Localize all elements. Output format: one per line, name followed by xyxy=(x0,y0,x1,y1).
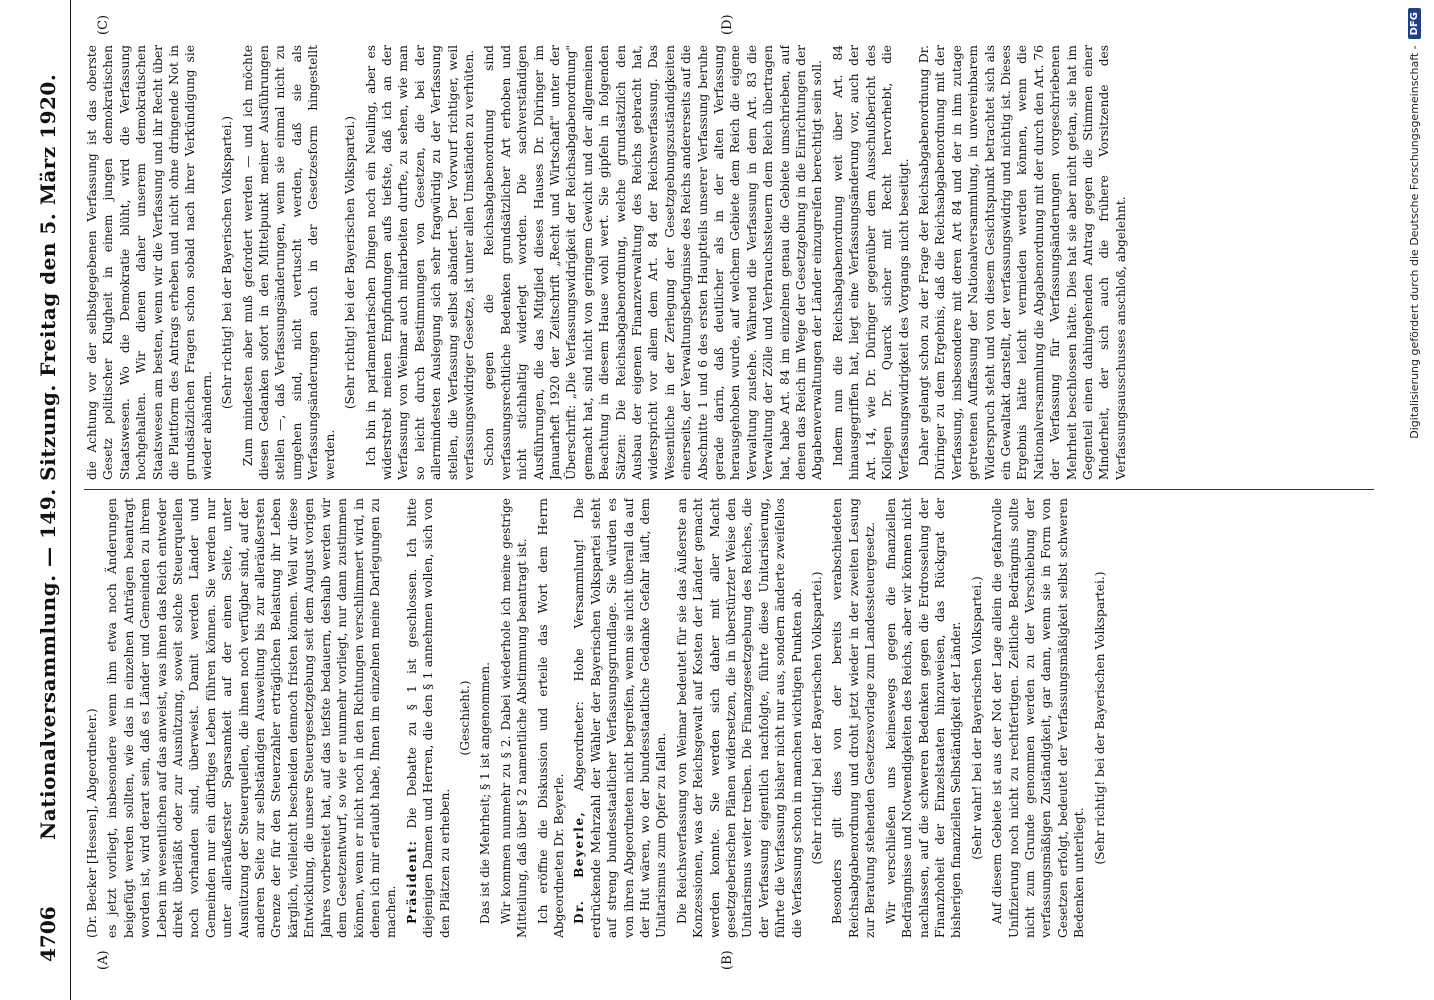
column-divider xyxy=(84,489,1374,490)
left-paragraph-2 xyxy=(404,498,453,938)
left-paragraph-13: Auf diesem Gebiete ist aus der Not der Lage allein die gefahrvolle Unifizierung noch nicht zu rechtfertigen. Zeitliche Bedrängnis sollte nicht zum Grunde genommen werden zu der Verschiebung der verfassungsmäßigen Zuständigkeit, gar dann, wenn sie in Form von Gesetzen erfolgt, bedeutet der Verfassungsmäßigkeit selbst schweren Bedenken unterliegt. xyxy=(990,498,1087,938)
right-paragraph-3: Zum mindesten aber muß gefordert werden — und ich möchte diesen Gedanken sofort in den Mittelpunkt meiner Ausführungen stellen —, daß Verfassungsänderungen, wenn sie einmal nicht zu umgehen sind, nicht vertuscht werden, daß sie als Verfassungsänderungen auch in der Gesetzesform hingestellt werden. xyxy=(240,45,337,480)
speaker-beyerle-text: Abgeordneter: Hohe Versammlung! Die erdrückende Mehrzahl der Wähler der Bayerischen Volkspartei steht auf streng bundesstaatlicher Verfassungsgrundlage. Sie würden es von ihren Abgeordneten nicht begreifen, wenn sie nicht überall da auf der Hut wären, wo der bundesstaatliche Gedanke Gefahr läuft, dem Unitarismus zum Opfer zu fallen. xyxy=(572,498,669,938)
left-paragraph-8: Die Reichsverfassung von Weimar bedeutet für sie das Äußerste an Konzessionen, was der Reichsgewalt auf Kosten der Länder gemacht werden konnte. Sie werden sich daher mit aller Macht gesetzgeberischen Plänen widersetzen, die in überstürzter Weise den Unitarismus weiter treiben. Die Finanzgesetzgebung des Reiches, die der Verfassung eigentlich nachfolgte, führte diese Unitarisierung, führte die Verfassung bisher nicht nur aus, sondern änderte zweifellos die Verfassung schon in manchen wichtigen Punkten ab. xyxy=(674,498,804,938)
left-paragraph-7 xyxy=(571,498,669,938)
digitization-credit xyxy=(1400,8,1428,992)
right-paragraph-2: (Sehr richtig! bei der Bayerischen Volkspartei.) xyxy=(220,115,235,410)
right-paragraph-4: (Sehr richtig! bei der Bayerischen Volkspartei.) xyxy=(343,115,358,410)
right-column xyxy=(84,45,1374,480)
left-paragraph-5: Wir kommen nunmehr zu § 2. Dabei wiederhole ich meine gestrige Mitteilung, daß über § 2 namentliche Abstimmung beantragt ist. xyxy=(498,498,530,938)
right-paragraph-5: Ich bin in parlamentarischen Dingen noch ein Neuling, aber es widerstrebt meinen Empfindungen aufs tiefste, daß ich an der Verfassung von Weimar auch mitarbeiten durfte, zu sehen, wie man so leicht durch Bestimmungen von Gesetzen, die bei der allermindesten Auslegung sich sehr fragwürdig zu der Verfassung stellen, die Verfassung selbst abändert. Der Vorwurf richtiger, weil verfassungswidriger Gesetze, ist unter allen Umständen zu verhüten. xyxy=(363,45,476,480)
left-column xyxy=(84,498,1374,938)
left-paragraph-14: (Sehr richtig! bei der Bayerischen Volkspartei.) xyxy=(1092,571,1107,865)
credit-text: Digitalisierung gefördert durch die Deutsche Forschungsgemeinschaft - xyxy=(1407,45,1421,439)
speaker-reference: (Dr. Becker [Hessen], Abgeordneter.) xyxy=(85,708,99,938)
dfg-logo: DFG xyxy=(1408,8,1421,39)
margin-mark-b: (B) xyxy=(720,950,735,970)
left-paragraph-10: Besonders gilt dies von der bereits verabschiedeten Reichsabgabenordnung und droht jetzt wieder in der zweiten Lesung zur Beratung stehenden Gesetzesvorlage zum Landessteuergesetz. xyxy=(830,498,878,938)
running-title: Nationalversammlung. — 149. Sitzung. Freitag den 5. März 1920. xyxy=(36,73,60,840)
margin-mark-d: (D) xyxy=(720,14,735,35)
page-header xyxy=(30,0,71,1000)
left-paragraph-1: es jetzt vorliegt, insbesondere wenn ihm etwa noch Änderungen beigefügt werden sollten, wie das in einzelnen Anträgen beantragt worden ist, wird derart sein, daß es Länder und Gemeinden zu ihrem Leben im wesentlichen auf das anweist, was ihnen das Reich entweder direkt überläßt oder zur Ausnützung, soweit solche Steuerquellen noch vorhanden sind, überweist. Damit werden Länder und Gemeinden nur ein dürftiges Leben führen können. Sie werden nur unter alleräußerster Sparsamkeit auf der einen Seite, unter Ausnützung der Steuerquellen, die ihnen noch verfügbar sind, auf der anderen Seite zur selbständigen Ausweitung bis zur alleräußersten Grenze der für den Steuerzahler erträglichen Belastung ihr Leben kärglich, vielleicht bescheiden dennoch fristen können. Weil wir diese Entwicklung, die unsere Steuergesetzgebung seit dem August vorigen Jahres vorbereitet hat, auf das tiefste bedauern, deshalb werden wir dem Gesetzentwurf, so wie er nunmehr vorliegt, nur dann zustimmen können, wenn er nicht noch in den Richtungen verschlimmert wird, in denen ich mir erlaubt habe, Ihnen im einzelnen meine Darlegungen zu machen. xyxy=(105,498,399,938)
left-paragraph-11: Wir verschließen uns keineswegs gegen die finanziellen Bedrängnisse und Notwendigkeiten des Reichs, aber wir können nicht nachlassen, auf die schweren Bedenken gegen die Erdrosselung der Finanzhoheit der Einzelstaaten hinzuweisen, das Rückgrat der bisherigen finanziellen Selbständigkeit der Länder. xyxy=(883,498,964,938)
left-paragraph-9: (Sehr richtig! bei der Bayerischen Volkspartei.) xyxy=(810,571,825,865)
president-label: Präsident: xyxy=(404,839,419,924)
right-paragraph-6: Schon gegen die Reichsabgabenordnung sind verfassungsrechtliche Bedenken grundsätzlicher Art erhoben und nicht stichhaltig widerlegt worden. Die sachverständigen Ausführungen, die das Mitglied dieses Hauses Dr. Düringer im Januarheft 1920 der Zeitschrift „Recht und Wirtschaft" unter der Überschrift: „Die Verfassungswidrigkeit der Reichsabgabenordnung" gemacht hat, sind nicht von geringem Gewicht und der allgemeinen Beachtung in diesem Hause wohl wert. Sie gipfeln in folgenden Sätzen: Die Reichsabgabenordnung, welche grundsätzlich den Ausbau der eigenen Finanzverwaltung des Reichs gebracht hat, widerspricht vor allem dem Art. 84 der Reichsverfassung. Das Wesentliche in der Zerlegung der Gesetzgebungszuständigkeiten einerseits, der Verwaltungsbefugnisse des Reichs andererseits auf die Abschnitte 1 und 6 des ersten Hauptteils unserer Verfassung beruhe gerade darin, daß deutlicher als in der alten Verfassung herausgehoben wurde, auf welchem Gebiete dem Reich die eigene Verwaltung zustehe. Während die Verfassung in dem Art. 83 die Verwaltung der Zölle und Verbrauchssteuern dem Reich übertragen hat, habe Art. 84 im einzelnen genau die Gebiete umschrieben, auf denen das Reich im Wege der Gesetzgebung in die Einrichtungen der Abgabenverwaltungen der Länder einzugreifen berechtigt sein soll. xyxy=(482,45,825,480)
page-number: 4706 xyxy=(36,906,60,962)
left-paragraph-4: Das ist die Mehrheit; § 1 ist angenommen. xyxy=(478,662,493,924)
left-paragraph-6: Ich eröffne die Diskussion und erteile das Wort dem Herrn Abgeordneten Dr. Beyerle. xyxy=(535,498,566,938)
speaker-beyerle-label: Dr. Beyerle, xyxy=(572,810,587,924)
margin-mark-a: (A) xyxy=(96,950,111,970)
president-text: Die Debatte zu § 1 ist geschlossen. Ich bitte diejenigen Damen und Herren, die den § 1 annehmen wollen, sich von den Plätzen zu erheben. xyxy=(404,498,452,938)
right-paragraph-8: Daher gelangt schon zu der Frage der Reichsabgabenordnung Dr. Düringer zu dem Ergebnis, daß die Reichsabgabenordnung mit der Verfassung, insbesondere mit deren Art 84 und der in ihm zutage getretenen Auffassung der Nationalversammlung, in unvereinbarem Widerspruch steht und von diesem Gesichtspunkt betrachtet sich als ein Gewaltakt darstellt, der verfassungswidrig und nichtig ist. Dieses Ergebnis hätte leicht vermieden werden können, wenn die Nationalversammlung die Abgabenordnung mit der durch den Art. 76 der Verfassung für Verfassungsänderungen vorgeschriebenen Mehrheit beschlossen hätte. Dies hat sie aber nicht getan, sie hat im Gegenteil einen dahingehenden Antrag gegen die Stimmen einer Minderheit, der sich auch die frühere Vorsitzende des Verfassungsausschusses anschloß, abgelehnt. xyxy=(916,45,1128,480)
left-paragraph-12: (Sehr wahr! bei der Bayerischen Volkspartei.) xyxy=(969,576,984,860)
left-paragraph-3: (Geschieht.) xyxy=(457,680,472,756)
digitization-credit-text xyxy=(1400,8,1428,992)
right-paragraph-1: die Achtung vor der selbstgegebenen Verfassung ist das oberste Gesetz politischer Klugheit in einem jungen demokratischen Staatswesen. Wo die Demokratie blüht, wird die Verfassung hochgehalten. Wir dienen daher unserem demokratischen Staatswesen am besten, wenn wir die Verfassung und ihr Recht über die Plattform des Antrags erheben und nicht ohne dringende Not in grundsätzlichen Fragen schon sobald nach ihrer Verkündigung sie wieder abändern. xyxy=(85,45,214,480)
margin-mark-c: (C) xyxy=(96,14,111,35)
right-paragraph-7: Indem nun die Reichsabgabenordnung weit über Art. 84 hinausgegriffen hat, liegt eine Verfassungsänderung vor, auch der Art. 14, wie Dr. Düringer gegenüber dem Ausschußbericht des Kollegen Dr. Quarck sicher mit Recht hervorhebt, die Verfassungswidrigkeit des Vorgangs nicht beseitigt. xyxy=(830,45,911,480)
